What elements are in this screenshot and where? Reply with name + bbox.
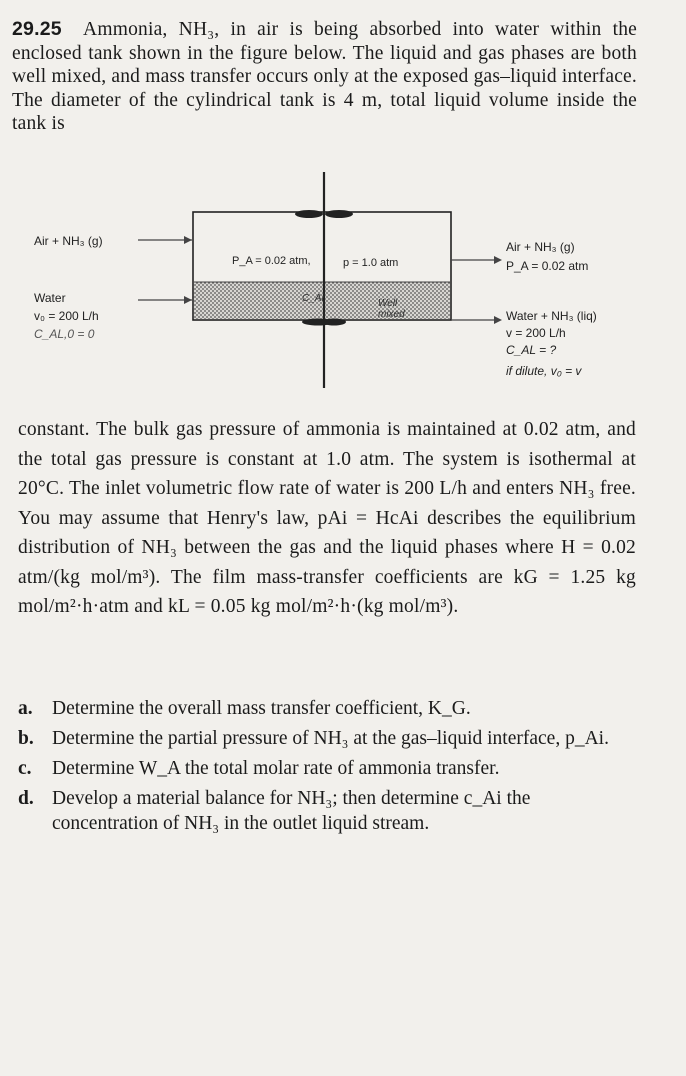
inlet-water-label: Water (34, 291, 66, 305)
problem-number: 29.25 (12, 18, 62, 40)
question-b (18, 726, 638, 751)
problem-continuation: constant. The bulk gas pressure of ammonia is maintained at 0.02 atm, and the total gas pressure is constant at 1.0 atm. The system is isothermal at 20°C. The inlet volumetric flow rate of water is 200 L/h and enters NH₃ free. You may assume that Henry's law, pAi = HcAi describes the equilibrium distribution of NH₃ between the gas and the liquid phases where H = 0.02 atm/(kg mol/m³). The film mass-transfer coefficients are kG = 1.25 kg mol/m²·h·atm and kL = 0.05 kg mol/m²·h·(kg mol/m³). (18, 419, 636, 617)
problem-intro (12, 18, 637, 136)
outlet-flow-label: v = 200 L/h (506, 326, 566, 340)
tank-figure (0, 170, 686, 390)
question-a-text: Determine the overall mass transfer coefficient, K_G. (52, 698, 471, 719)
question-d-text: Develop a material balance for NH₃; then determine c_Ai the concentration of NH₃ in the outlet liquid stream. (52, 788, 531, 834)
question-c-letter: c. (18, 758, 32, 779)
outlet-note-label: if dilute, v₀ = v (506, 364, 582, 378)
question-b-text: Determine the partial pressure of NH₃ at the gas–liquid interface, p_Ai. (52, 728, 609, 749)
question-d-letter: d. (18, 788, 34, 809)
tank-cai-label: C_Ai (302, 293, 324, 304)
question-d (18, 786, 638, 836)
tank-pa-label: P_A = 0.02 atm, (232, 255, 311, 267)
outlet-gas-label: Air + NH₃ (g) (506, 240, 575, 254)
question-c-text: Determine W_A the total molar rate of ammonia transfer. (52, 758, 500, 779)
tank-mixed-label: Well mixed (378, 298, 405, 320)
question-a-letter: a. (18, 698, 33, 719)
question-c (18, 756, 638, 781)
inlet-flow-label: v₀ = 200 L/h (34, 309, 99, 323)
tank-p-label: p = 1.0 atm (343, 257, 399, 269)
inlet-gas-label: Air + NH₃ (g) (34, 234, 103, 248)
outlet-pa-label: P_A = 0.02 atm (506, 259, 589, 273)
outlet-conc-label: C_AL = ? (506, 343, 557, 357)
inlet-conc-label: C_AL,0 = 0 (34, 327, 95, 341)
top-impeller (295, 210, 323, 218)
outlet-liquid-label: Water + NH₃ (liq) (506, 309, 597, 323)
question-list (18, 696, 638, 836)
problem-intro-text: Ammonia, NH₃, in air is being absorbed into water within the enclosed tank shown in the figure below. The liquid and gas phases are both well mixed, and mass transfer occurs only at the exposed gas–liquid interface. The diameter of the cylindrical tank is 4 m, total liquid volume inside the tank is (12, 19, 637, 135)
question-b-letter: b. (18, 728, 34, 749)
question-a (18, 696, 638, 721)
